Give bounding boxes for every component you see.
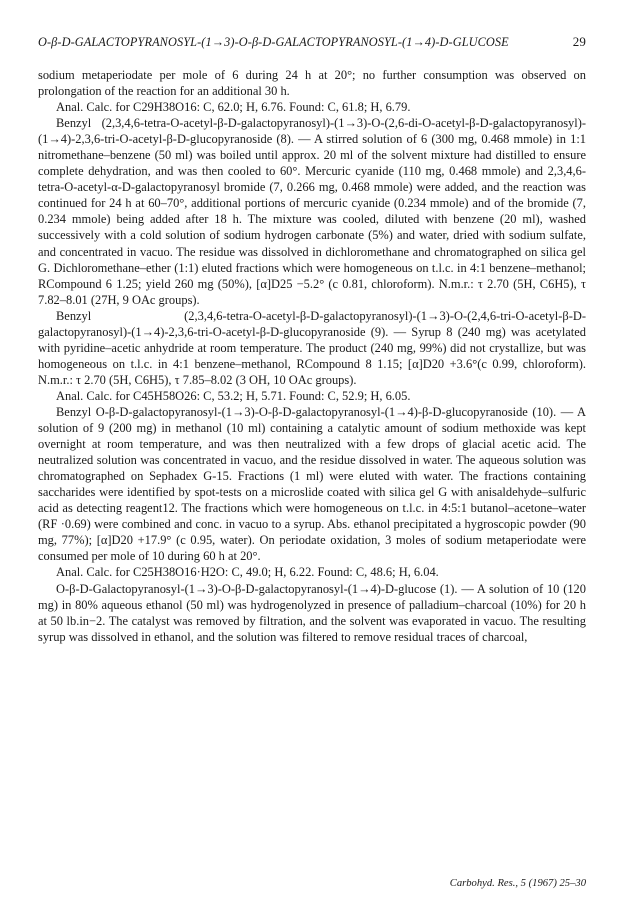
running-title: O-β-D-GALACTOPYRANOSYL-(1→3)-O-β-D-GALACTOPYRANOSYL-(1→4)-D-GLUCOSE bbox=[38, 35, 509, 49]
paragraph: Anal. Calc. for C25H38O16·H2O: C, 49.0; H, 6.22. Found: C, 48.6; H, 6.04. bbox=[56, 565, 439, 580]
journal-citation: Carbohyd. Res., 5 (1967) 25–30 bbox=[449, 878, 586, 889]
paragraph: Benzyl (2,3,4,6-tetra-O-acetyl-β-D-galactopyranosyl)-(1→3)-O-(2,4,6-tri-O-acetyl-β-D-galactopyranosyl)-(1→4)-2,3,6-tri-O-acetyl-β-D-glucopyranoside (9). — Syrup 8 (240 mg) was acetylated with pyridine–acetic anhydride at room temperature. The product (240 mg, 99%) did not crystallize, but was homogeneous on t.l.c. in 4:1 benzene–methanol, RCompound 8 1.15; [α]D20 +3.6°(c 0.99, chloroform). N.m.r.: τ 2.70 (5H, C6H5), τ 7.85–8.02 (3 OH, 10 OAc groups). bbox=[38, 308, 586, 387]
paragraph: O-β-D-Galactopyranosyl-(1→3)-O-β-D-galactopyranosyl-(1→4)-D-glucose (1). — A solution of 10 (120 mg) in 80% aqueous ethanol (50 ml) was hydrogenolyzed in presence of palladium–charcoal (10%) for 20 h at 50 lb.in−2. The catalyst was removed by filtration, and the solvent was evaporated in vacuo. The resulting syrup was dissolved in ethanol, and the solution was filtered to remove residual traces of charcoal, bbox=[38, 581, 586, 644]
paragraph: Anal. Calc. for C29H38O16: C, 62.0; H, 6.76. Found: C, 61.8; H, 6.79. bbox=[56, 100, 411, 115]
page-number: 29 bbox=[572, 34, 586, 49]
running-header bbox=[38, 34, 586, 50]
paragraph: Benzyl (2,3,4,6-tetra-O-acetyl-β-D-galactopyranosyl)-(1→3)-O-(2,6-di-O-acetyl-β-D-galactopyranosyl)-(1→4)-2,3,6-tri-O-acetyl-β-D-glucopyranoside (8). — A stirred solution of 6 (300 mg, 0.468 mmole) in 1:1 nitromethane–benzene (50 ml) was boiled until approx. 20 ml of the solvent mixture had distilled to ensure complete dehydration, and was then cooled to 60°. Mercuric cyanide (110 mg, 0.468 mmole) and 2,3,4,6-tetra-O-acetyl-α-D-galactopyranosyl bromide (7, 0.266 mg, 0.468 mmole) were added, and the reaction was continued for 24 h at 60–70°, additional portions of mercuric cyanide (0.234 mmole) and of the bromide (7, 0.234 mmole) being added after 18 h. The mixture was cooled, diluted with benzene (20 ml), washed successively with a cold solution of sodium hydrogen carbonate (5%) and water, dried with sodium sulfate, and concentrated in vacuo. The residue was dissolved in dichloromethane and chromatographed on silica gel G. Dichloromethane–ether (1:1) eluted fractions which were homogeneous on t.l.c. in 4:1 benzene–methanol; RCompound 6 1.25; yield 260 mg (50%), [α]D25 −5.2° (c 0.81, chloroform). N.m.r.: τ 2.70 (5H, C6H5), τ 7.82–8.01 (27H, 9 OAc groups). bbox=[38, 116, 586, 307]
paragraph: sodium metaperiodate per mole of 6 during 24 h at 20°; no further consumption was observed on prolongation of the reaction for an additional 30 h. bbox=[38, 68, 586, 99]
body-text bbox=[38, 67, 586, 645]
paragraph: Benzyl O-β-D-galactopyranosyl-(1→3)-O-β-D-galactopyranosyl-(1→4)-β-D-glucopyranoside (10). — A solution of 9 (200 mg) in methanol (10 ml) containing a catalytic amount of sodium methoxide was kept overnight at room temperature, and was then neutralized with a few drops of glacial acetic acid. The neutralized solution was concentrated in vacuo, and the residue dissolved in water. The aqueous solution was chromatographed on Sephadex G-15. Fractions (1 ml) were eluted with water. The fractions containing saccharides were identified by spot-tests on a microslide coated with silica gel G with anisaldehyde–sulfuric acid as detecting reagent12. The fractions which were homogeneous on t.l.c. in 4:5:1 butanol–acetone–water (RF ·0.69) were combined and conc. in vacuo to a syrup. Abs. ethanol precipitated a hygroscopic powder (90 mg, 77%); [α]D20 +17.9° (c 0.95, water). On periodate oxidation, 3 moles of sodium metaperiodate were consumed per mole of 10 during 60 h at 20°. bbox=[38, 404, 586, 564]
document-page bbox=[38, 34, 586, 645]
paragraph: Anal. Calc. for C45H58O26: C, 53.2; H, 5.71. Found: C, 52.9; H, 6.05. bbox=[56, 388, 411, 403]
